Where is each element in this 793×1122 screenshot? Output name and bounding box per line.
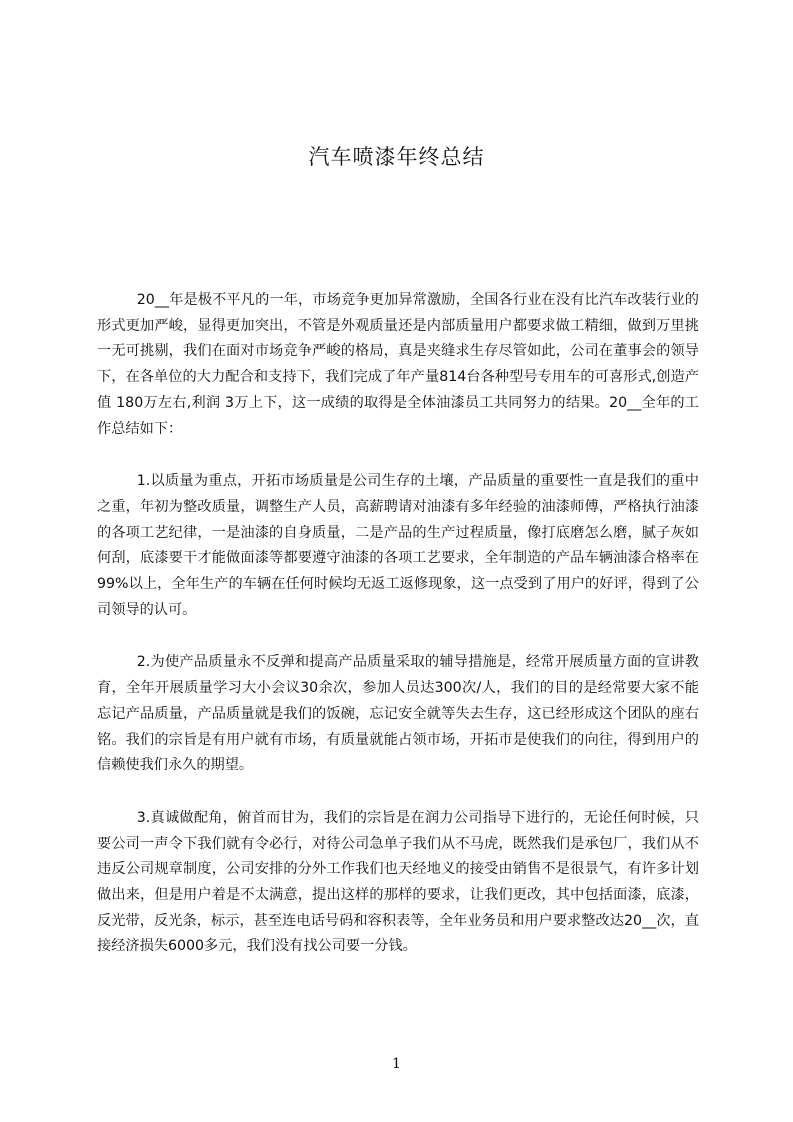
paragraph-quality-focus: 1.以质量为重点，开拓市场质量是公司生存的土壤，产品质量的重要性一直是我们的重中之重，年初为整改质量，调整生产人员，高薪聘请对油漆有多年经验的油漆师傅，严格执行油漆的各项工艺纪律，一是油漆的自身质量，二是产品的生产过程质量，像打底磨怎么磨，腻子灰如何刮，底漆要干才能做面漆等都要遵守油漆的各项工艺要求，全年制造的产品车辆油漆合格率在99%以上，全年生产的车辆在任何时候均无返工返修现象，这一点受到了用户的好评，得到了公司领导的认可。 [97,473,699,618]
document-body [97,288,699,987]
paragraph-supporting-role: 3.真诚做配角，俯首而甘为，我们的宗旨是在润力公司指导下进行的，无论任何时候，只要公司一声令下我们就有令必行，对待公司急单子我们从不马虎，既然我们是承包厂，我们从不违反公司规章制度，公司安排的分外工作我们也天经地义的接受由销售不是很景气，有许多计划做出来，但是用户着是不太满意，提出这样的那样的要求，让我们更改，其中包括面漆，底漆，反光带，反光条，标示，甚至连电话号码和容积表等，全年业务员和用户要求整改达20__次，直接经济损失6000多元，我们没有找公司要一分钱。 [97,809,699,955]
page-number: 1 [392,1056,401,1072]
paragraph-intro: 20__年是极不平凡的一年，市场竞争更加异常激励，全国各行业在没有比汽车改装行业的形式更加严峻，显得更加突出，不管是外观质量还是内部质量用户都要求做工精细，做到万里挑一无可挑剔，我们在面对市场竞争严峻的格局，真是夹缝求生存尽管如此，公司在董事会的领导下，在各单位的大力配合和支持下，我们完成了年产量814台各种型号专用车的可喜形式,创造产值 180万左右,利润 3万上下，这一成绩的取得是全体油漆员工共同努力的结果。20__全年的工作总结如下： [97,292,699,437]
paragraph-quality-measures: 2.为使产品质量永不反弹和提高产品质量采取的辅导措施是，经常开展质量方面的宣讲教育，全年开展质量学习大小会议30余次，参加人员达300次/人，我们的目的是经常要大家不能忘记产品质量，产品质量就是我们的饭碗，忘记安全就等失去生存，这已经形成这个团队的座右铭。我们的宗旨是有用户就有市场，有质量就能占领市场，开拓市是使我们的向往，得到用户的信赖使我们永久的期望。 [97,654,699,774]
document-title: 汽车喷漆年终总结 [308,145,485,169]
